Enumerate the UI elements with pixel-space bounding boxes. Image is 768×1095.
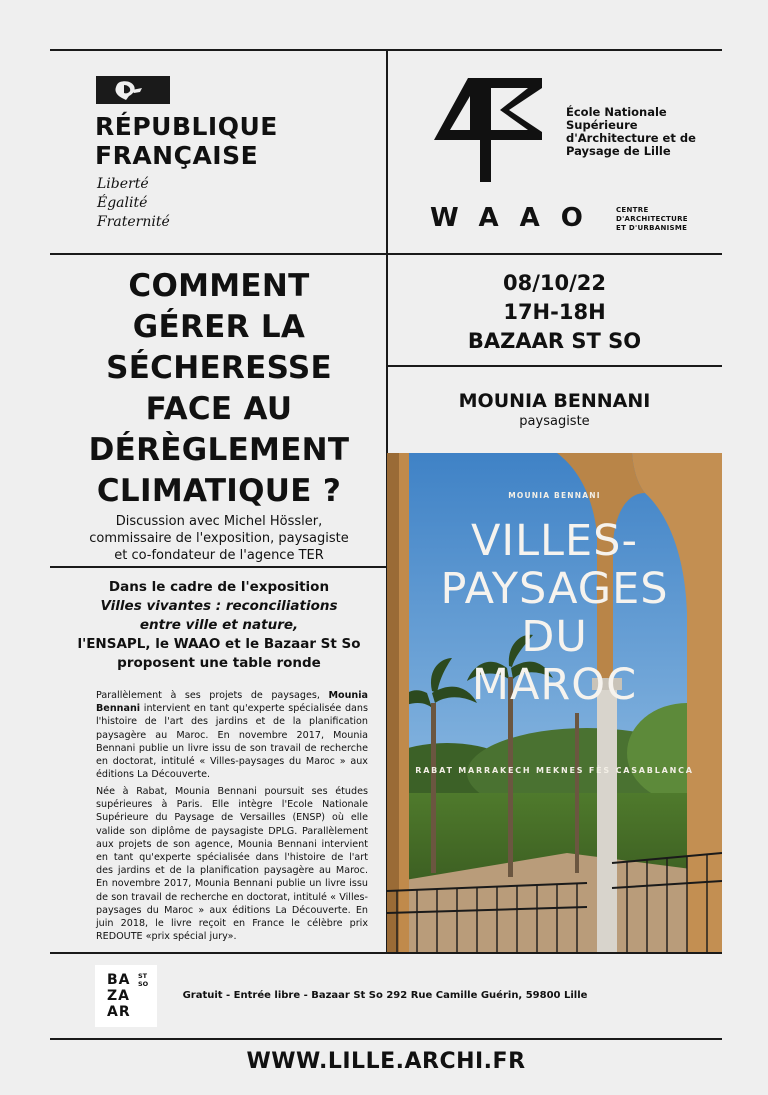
republique-name: RÉPUBLIQUE FRANÇAISE bbox=[95, 112, 278, 170]
book-title: VILLES- PAYSAGES DU MAROC bbox=[440, 516, 669, 710]
waao-logo: WAAO bbox=[430, 203, 604, 233]
context-block: Dans le cadre de l'exposition Villes vivantes : reconciliations entre ville et nature, l'ENSAPL, le WAAO et le Bazaar St So proposent une table ronde bbox=[77, 579, 361, 671]
event-time: 17H-18H bbox=[503, 300, 606, 324]
date-rule bbox=[387, 365, 722, 367]
republique-motto: Liberté Égalité Fraternité bbox=[97, 176, 170, 230]
ensapl-logo-icon bbox=[430, 74, 548, 186]
discussion-subtitle: Discussion avec Michel Hössler, commissaire de l'exposition, paysagiste et co-fondateur de l'agence TER bbox=[89, 514, 349, 563]
bottom-rule bbox=[50, 1038, 722, 1040]
speaker-role: paysagiste bbox=[519, 414, 590, 429]
event-info bbox=[387, 269, 722, 356]
bazaar-logo: BA ZA AR ST SO bbox=[95, 965, 157, 1027]
book-cities: RABAT MARRAKECH MEKNES FÈS CASABLANCA bbox=[415, 766, 694, 775]
marianne-logo bbox=[96, 76, 170, 104]
ensapl-name: École Nationale Supérieure d'Architecture et de Paysage de Lille bbox=[566, 105, 696, 158]
book-cover bbox=[387, 453, 722, 952]
title-rule bbox=[50, 566, 386, 568]
event-date: 08/10/22 bbox=[502, 271, 606, 295]
speaker-name: MOUNIA BENNANI bbox=[458, 390, 651, 412]
website-link[interactable]: WWW.LILLE.ARCHI.FR bbox=[246, 1049, 526, 1074]
page-title: COMMENT GÉRER LA SÉCHERESSE FACE AU DÉRÈGLEMENT CLIMATIQUE ? bbox=[88, 268, 350, 509]
book-author: MOUNIA BENNANI bbox=[508, 491, 601, 500]
bio-paragraph-2: Née à Rabat, Mounia Bennani poursuit ses études supérieures à Paris. Elle intègre l'Ecole Nationale Supérieure du Paysage de Versailles (ENSP) où elle valide son diplôme de paysagiste DPLG. Parallèlement aux projets de son agence, Mounia Bennani intervient en tant qu'experte spécialisée dans l'histoire de l'art des jardins et de la planification paysagère au Maroc. En novembre 2017, Mounia Bennani publie un livre issu de son travail de recherche en doctorat, intitulé « Villes-paysages du Maroc » aux éditions La Découverte. En juin 2018, le livre reçoit en France le célèbre prix REDOUTE «prix spécial jury». bbox=[96, 786, 368, 943]
waao-subtitle: CENTRE D'ARCHITECTURE ET D'URBANISME bbox=[616, 206, 688, 232]
event-place: BAZAAR ST SO bbox=[467, 329, 642, 353]
footer-info: Gratuit - Entrée libre - Bazaar St So 292 Rue Camille Guérin, 59800 Lille bbox=[182, 990, 588, 1001]
bio-paragraph-1: Parallèlement à ses projets de paysages, Mounia Bennani intervient en tant qu'experte spécialisée dans l'histoire de l'art des jardins et de la planification paysagère au Maroc. En novembre 2017, Mounia Bennani publie un livre issu de son travail de recherche en doctorat, intitulé « Villes-paysages du Maroc » aux éditions La Découverte. bbox=[96, 690, 368, 781]
